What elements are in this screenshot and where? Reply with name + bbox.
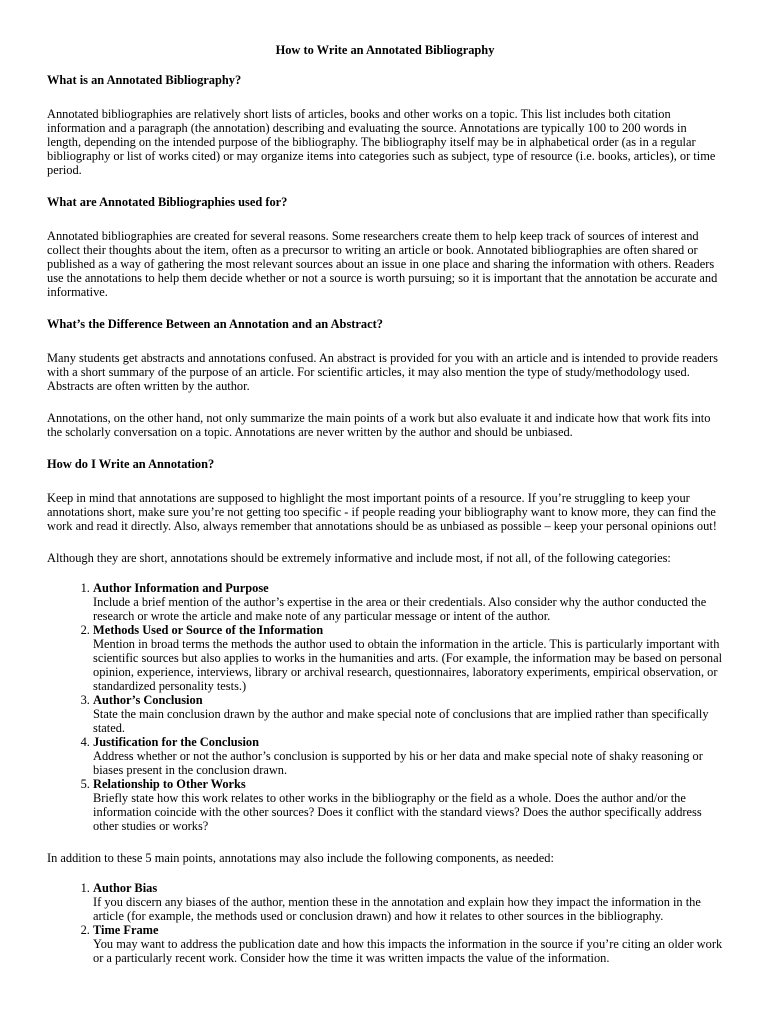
- paragraph-used-for: Annotated bibliographies are created for several reasons. Some researchers create them to help keep track of sources of interest and collect their thoughts about the item, often as a precursor to writing an article or book. Annotated bibliographies are often shared or published as a way of gathering the most relevant sources about an issue in one place and sharing the information with others. Readers use the annotations to help them decide whether or not a source is worth pursuing; so it is important that the annotation be accurate and informative.: [47, 229, 718, 299]
- list-item-title: 2. Time Frame: [93, 923, 159, 937]
- main-points-list: [47, 581, 723, 833]
- list-item-body: You may want to address the publication date and how this impacts the information in the source if you’re citing an older work or a particularly recent work. Consider how the time it was written impacts the value of the information.: [93, 937, 723, 965]
- paragraph-difference-2: Annotations, on the other hand, not only summarize the main points of a work but also evaluate it and indicate how that work fits into the scholarly conversation on a topic. Annotations are never written by the author and should be unbiased.: [47, 411, 711, 439]
- list-item-title: 1. Author Information and Purpose: [93, 581, 269, 595]
- list-item: [93, 923, 723, 965]
- list-item-body: State the main conclusion drawn by the author and make special note of conclusions that are implied rather than specifically stated.: [93, 707, 709, 735]
- paragraph-difference-1: Many students get abstracts and annotations confused. An abstract is provided for you with an article and is intended to provide readers with a short summary of the purpose of an article. For scientific articles, it may also mention the type of study/methodology used. Abstracts are often written by the author.: [47, 351, 718, 393]
- list-item-body: Briefly state how this work relates to other works in the bibliography or the field as a whole. Does the author and/or the information coincide with the other sources? Does it conflict with the standard views? Does the author specifically address other studies or works?: [93, 791, 702, 833]
- paragraph-how-to-3: In addition to these 5 main points, annotations may also include the following components, as needed:: [47, 851, 554, 865]
- list-item-title: 3. Author’s Conclusion: [93, 693, 203, 707]
- list-item-title: 5. Relationship to Other Works: [93, 777, 246, 791]
- list-item: [93, 881, 723, 923]
- list-item: [93, 581, 723, 623]
- paragraph-how-to-2: Although they are short, annotations should be extremely informative and include most, if not all, of the following categories:: [47, 551, 671, 565]
- list-item-body: Include a brief mention of the author’s expertise in the area or their credentials. Also consider why the author conducted the research or wrote the article and make note of any particular message or intent of the author.: [93, 595, 707, 623]
- list-item-body: Mention in broad terms the methods the author used to obtain the information in the article. This is particularly important with scientific sources but also applies to works in the humanities and arts. (For example, the information may be based on personal opinion, experience, interviews, library or archival research, questionnaires, laboratory experiments, empirical observation, or standardized personality tests.): [93, 637, 723, 693]
- heading-difference: What’s the Difference Between an Annotation and an Abstract?: [47, 317, 383, 331]
- heading-how-to: How do I Write an Annotation?: [47, 457, 215, 471]
- list-item: [93, 623, 723, 693]
- heading-used-for: What are Annotated Bibliographies used for?: [47, 195, 288, 209]
- paragraph-how-to-1: Keep in mind that annotations are supposed to highlight the most important points of a resource. If you’re struggling to keep your annotations short, make sure you’re not getting too specific - if people reading your bibliography want to know more, they can find the work and read it directly. Also, always remember that annotations should be as unbiased as possible – keep your personal opinions out!: [47, 491, 717, 533]
- extra-components-list: [47, 881, 723, 965]
- list-item: [93, 777, 723, 833]
- list-item: [93, 693, 723, 735]
- list-item: [93, 735, 723, 777]
- list-item-body: If you discern any biases of the author, mention these in the annotation and explain how they impact the information in the article (for example, the methods used or conclusion drawn) and how it relates to other sources in the bibliography.: [93, 895, 701, 923]
- list-item-body: Address whether or not the author’s conclusion is supported by his or her data and make special note of shaky reasoning or biases present in the conclusion drawn.: [93, 749, 703, 777]
- document-title: How to Write an Annotated Bibliography: [275, 43, 495, 57]
- paragraph-what-is: Annotated bibliographies are relatively short lists of articles, books and other works on a topic. This list includes both citation information and a paragraph (the annotation) describing and evaluating the source. Annotations are typically 100 to 200 words in length, depending on the intended purpose of the bibliography. The bibliography itself may be in alphabetical order (as in a regular bibliography or list of works cited) or may organize items into categories such as subject, type of resource (i.e. books, articles), or time period.: [47, 107, 716, 177]
- heading-what-is: What is an Annotated Bibliography?: [47, 73, 242, 87]
- list-item-title: 1. Author Bias: [93, 881, 158, 895]
- list-item-title: 4. Justification for the Conclusion: [93, 735, 260, 749]
- document-page: [47, 43, 723, 983]
- list-item-title: 2. Methods Used or Source of the Information: [93, 623, 324, 637]
